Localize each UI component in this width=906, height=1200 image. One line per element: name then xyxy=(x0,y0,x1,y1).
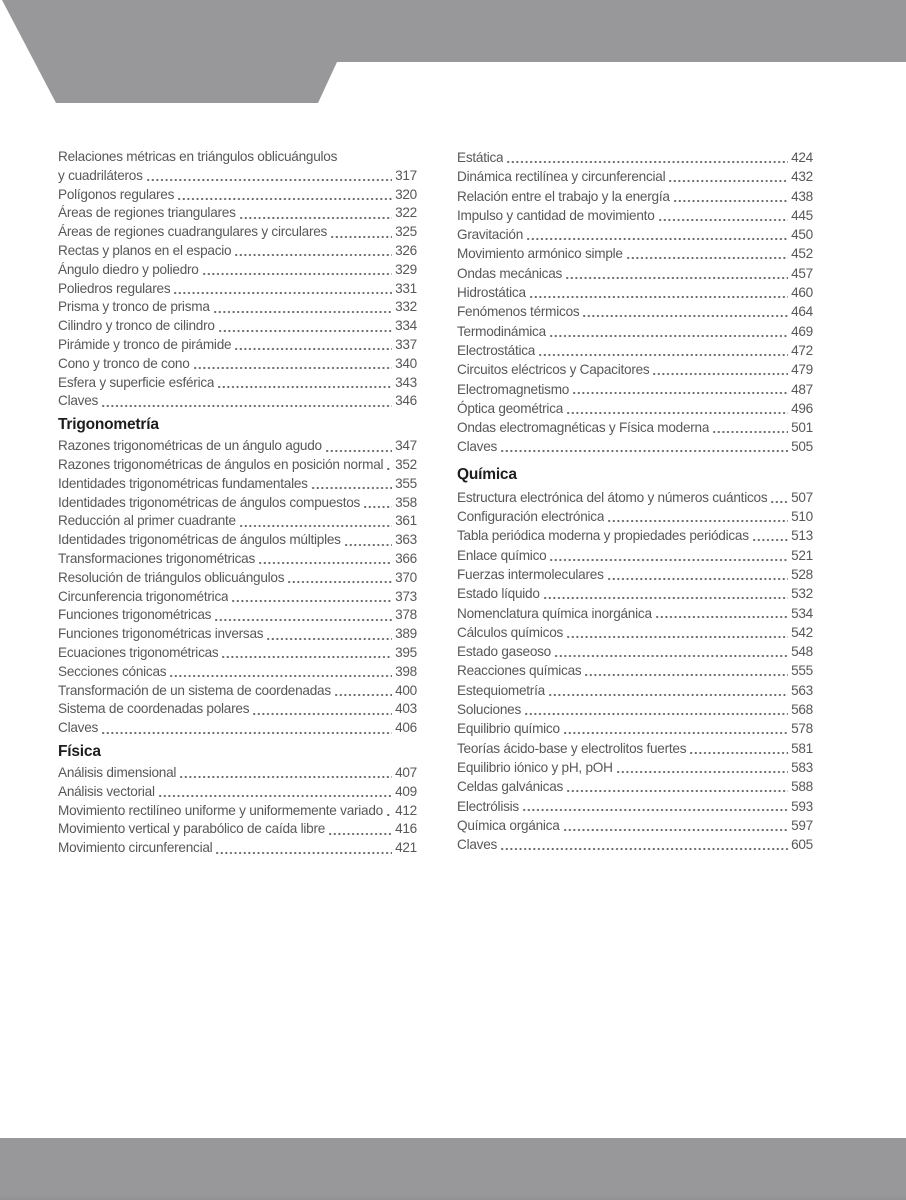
entry-label: Cálculos químicos xyxy=(457,624,564,640)
dot-leader xyxy=(253,700,392,719)
page-number: 487 xyxy=(791,381,813,397)
toc-entry xyxy=(457,565,813,584)
dot-leader xyxy=(387,802,392,821)
entry-label: Hidrostática xyxy=(457,285,526,301)
entry-label: Claves xyxy=(457,439,498,455)
page-number: 521 xyxy=(791,547,813,563)
toc-entry xyxy=(58,550,417,569)
entry-label: Fuerzas intermoleculares xyxy=(457,566,604,582)
entry-label: Electrostática xyxy=(457,342,536,358)
page-number: 432 xyxy=(791,169,813,185)
page-number: 534 xyxy=(791,605,813,621)
toc-entry xyxy=(457,681,813,700)
dot-leader xyxy=(387,456,392,475)
toc-entry xyxy=(58,167,417,186)
entry-label: Reacciones químicas xyxy=(457,663,582,679)
section-heading: Química xyxy=(457,465,517,483)
dot-leader xyxy=(753,526,788,545)
toc-column-left xyxy=(58,148,417,858)
toc-entry xyxy=(457,739,813,758)
toc-entry xyxy=(457,507,813,526)
page-number: 505 xyxy=(791,439,813,455)
page-number: 337 xyxy=(395,336,417,352)
page-number: 438 xyxy=(791,188,813,204)
dot-leader xyxy=(219,317,392,336)
toc-entry xyxy=(58,606,417,625)
toc-entry xyxy=(58,223,417,242)
page-number: 532 xyxy=(791,586,813,602)
toc-entry xyxy=(58,820,417,839)
page-number: 416 xyxy=(395,821,417,837)
toc-entry xyxy=(58,625,417,644)
toc-entry xyxy=(58,839,417,858)
page-number: 389 xyxy=(395,626,417,642)
dot-leader xyxy=(331,223,392,242)
page-number: 563 xyxy=(791,682,813,698)
dot-leader xyxy=(364,494,392,513)
entry-label: Circunferencia trigonométrica xyxy=(58,588,229,604)
toc-entry xyxy=(457,244,813,263)
dot-leader xyxy=(583,302,788,321)
dot-leader xyxy=(259,550,392,569)
toc-entry xyxy=(58,298,417,317)
dot-leader xyxy=(608,507,788,526)
entry-label: Funciones trigonométricas inversas xyxy=(58,626,264,642)
dot-leader xyxy=(180,764,392,783)
entry-label: Teorías ácido-base y electrolitos fuertes xyxy=(457,740,687,756)
entry-label: Identidades trigonométricas de ángulos múltiples xyxy=(58,532,341,548)
entry-label: Ondas electromagnéticas y Física moderna xyxy=(457,420,710,436)
entry-label: Configuración electrónica xyxy=(457,509,605,525)
page-number: 325 xyxy=(395,224,417,240)
entry-label: Prisma y tronco de prisma xyxy=(58,299,210,315)
dot-leader xyxy=(555,642,788,661)
toc-entry xyxy=(58,764,417,783)
page-number: 322 xyxy=(395,205,417,221)
toc-entry xyxy=(58,719,417,738)
dot-leader xyxy=(653,360,788,379)
dot-leader xyxy=(312,475,392,494)
toc-entry xyxy=(457,661,813,680)
toc-entry xyxy=(457,167,813,186)
dot-leader xyxy=(159,783,392,802)
page-number: 329 xyxy=(395,261,417,277)
toc-entry xyxy=(58,494,417,513)
toc-entry xyxy=(457,777,813,796)
page-number: 370 xyxy=(395,569,417,585)
dot-leader xyxy=(771,488,788,507)
dot-leader xyxy=(690,739,788,758)
entry-label: Reducción al primer cuadrante xyxy=(58,513,236,529)
toc-entry xyxy=(58,242,417,261)
page-number: 460 xyxy=(791,285,813,301)
dot-leader xyxy=(235,242,392,261)
entry-label: Movimiento circunferencial xyxy=(58,840,213,856)
entry-label: Estructura electrónica del átomo y números cuánticos xyxy=(457,489,768,505)
page-number: 464 xyxy=(791,304,813,320)
page-number: 403 xyxy=(395,701,417,717)
dot-leader xyxy=(656,604,788,623)
toc-entry xyxy=(58,374,417,393)
entry-label: y cuadriláteros xyxy=(58,167,143,183)
entry-label: Nomenclatura química inorgánica xyxy=(457,605,652,621)
dot-leader xyxy=(585,661,788,680)
entry-label: Ecuaciones trigonométricas xyxy=(58,644,219,660)
toc-entry xyxy=(58,569,417,588)
page-number: 513 xyxy=(791,528,813,544)
page-number: 412 xyxy=(395,802,417,818)
page-number: 366 xyxy=(395,550,417,566)
toc-entry xyxy=(457,584,813,603)
entry-label: Termodinámica xyxy=(457,323,546,339)
dot-leader xyxy=(215,606,392,625)
dot-leader xyxy=(659,206,789,225)
dot-leader xyxy=(267,625,392,644)
page-number: 409 xyxy=(395,783,417,799)
dot-leader xyxy=(216,839,392,858)
dot-leader xyxy=(326,437,392,456)
page-number: 501 xyxy=(791,420,813,436)
entry-label: Circuitos eléctricos y Capacitores xyxy=(457,362,650,378)
page-number: 355 xyxy=(395,475,417,491)
dot-leader xyxy=(335,682,392,701)
entry-label: Gravitación xyxy=(457,227,524,243)
toc-entry xyxy=(58,261,417,280)
entry-label: Relación entre el trabajo y la energía xyxy=(457,188,670,204)
page-number: 479 xyxy=(791,362,813,378)
entry-label: Polígonos regulares xyxy=(58,186,175,202)
dot-leader xyxy=(544,584,788,603)
page-number: 421 xyxy=(395,840,417,856)
toc-entry xyxy=(457,380,813,399)
dot-leader xyxy=(214,298,392,317)
page-number: 457 xyxy=(791,265,813,281)
page-number: 452 xyxy=(791,246,813,262)
dot-leader xyxy=(550,322,788,341)
entry-label: Identidades trigonométricas fundamentales xyxy=(58,475,308,491)
page-number: 496 xyxy=(791,400,813,416)
page-number: 581 xyxy=(791,740,813,756)
dot-leader xyxy=(525,700,788,719)
toc-entry xyxy=(58,531,417,550)
section-heading: Trigonometría xyxy=(58,416,159,434)
page-number: 472 xyxy=(791,342,813,358)
page-number: 510 xyxy=(791,509,813,525)
page-number: 373 xyxy=(395,588,417,604)
toc-entry xyxy=(457,816,813,835)
dot-leader xyxy=(573,380,788,399)
toc-entry xyxy=(58,783,417,802)
page-number: 395 xyxy=(395,644,417,660)
entry-label: Esfera y superficie esférica xyxy=(58,374,215,390)
entry-label: Estado gaseoso xyxy=(457,644,551,660)
toc-entry xyxy=(457,418,813,437)
toc-entry xyxy=(457,148,813,167)
entry-label: Cilindro y tronco de cilindro xyxy=(58,318,215,334)
dot-leader xyxy=(530,283,788,302)
toc-entry xyxy=(58,644,417,663)
dot-leader xyxy=(507,148,788,167)
entry-label: Análisis dimensional xyxy=(58,764,177,780)
page-number: 407 xyxy=(395,764,417,780)
toc-entry xyxy=(58,588,417,607)
dot-leader xyxy=(567,399,788,418)
page-number: 400 xyxy=(395,682,417,698)
entry-label: Tabla periódica moderna y propiedades periódicas xyxy=(457,528,749,544)
dot-leader xyxy=(627,244,788,263)
entry-label: Estado líquido xyxy=(457,586,540,602)
toc-entry xyxy=(457,719,813,738)
page-number: 583 xyxy=(791,759,813,775)
entry-label: Electrólisis xyxy=(457,798,519,814)
dot-leader xyxy=(203,261,392,280)
toc-entry xyxy=(457,341,813,360)
page-number: 578 xyxy=(791,721,813,737)
toc-entry xyxy=(457,264,813,283)
toc-entry xyxy=(58,475,417,494)
header-band-shape xyxy=(2,0,906,103)
dot-leader xyxy=(174,280,392,299)
section-heading: Física xyxy=(58,742,101,760)
dot-leader xyxy=(288,569,392,588)
toc-entry xyxy=(58,437,417,456)
page-number: 346 xyxy=(395,393,417,409)
entry-label: Ondas mecánicas xyxy=(457,265,563,281)
page-number: 469 xyxy=(791,323,813,339)
toc-entry xyxy=(457,758,813,777)
entry-label: Sistema de coordenadas polares xyxy=(58,701,250,717)
entry-label: Pirámide y tronco de pirámide xyxy=(58,336,232,352)
page-number: 542 xyxy=(791,624,813,640)
entry-label: Movimiento rectilíneo uniforme y uniformemente variado xyxy=(58,802,383,818)
dot-leader xyxy=(713,418,788,437)
page-number: 358 xyxy=(395,494,417,510)
toc-entry xyxy=(457,642,813,661)
dot-leader xyxy=(235,336,392,355)
dot-leader xyxy=(501,437,788,456)
entry-label: Movimiento armónico simple xyxy=(457,246,623,262)
toc-entry xyxy=(457,322,813,341)
toc-entry xyxy=(457,399,813,418)
toc-entry xyxy=(457,187,813,206)
toc-entry xyxy=(58,317,417,336)
entry-label: Áreas de regiones triangulares xyxy=(58,205,236,221)
entry-label: Enlace químico xyxy=(457,547,547,563)
page-number: 406 xyxy=(395,720,417,736)
toc-entry xyxy=(58,456,417,475)
dot-leader xyxy=(329,820,392,839)
toc-entry xyxy=(58,392,417,411)
toc-entry xyxy=(457,302,813,321)
dot-leader xyxy=(147,167,392,186)
page-number: 340 xyxy=(395,355,417,371)
dot-leader xyxy=(218,374,392,393)
entry-label: Estequiometría xyxy=(457,682,545,698)
toc-entry xyxy=(457,835,813,854)
entry-label: Óptica geométrica xyxy=(457,400,564,416)
page-number: 361 xyxy=(395,513,417,529)
page-number: 334 xyxy=(395,318,417,334)
entry-label: Movimiento vertical y parabólico de caída libre xyxy=(58,821,326,837)
toc-entry xyxy=(457,488,813,507)
header-band xyxy=(0,0,906,105)
entry-label: Razones trigonométricas de un ángulo agudo xyxy=(58,438,322,454)
entry-label: Secciones cónicas xyxy=(58,663,167,679)
page-number: 424 xyxy=(791,150,813,165)
page-number: 331 xyxy=(395,280,417,296)
entry-label: Celdas galvánicas xyxy=(457,779,564,795)
toc-entry xyxy=(58,186,417,205)
toc-entry xyxy=(457,797,813,816)
page-number: 445 xyxy=(791,207,813,223)
dot-leader xyxy=(608,565,788,584)
toc-entry xyxy=(457,526,813,545)
toc-entry xyxy=(457,283,813,302)
toc-entry xyxy=(457,360,813,379)
entry-label: Relaciones métricas en triángulos oblicuángulos xyxy=(58,149,338,164)
entry-label: Impulso y cantidad de movimiento xyxy=(457,207,655,223)
toc-column-right xyxy=(457,148,813,854)
toc-entry xyxy=(58,336,417,355)
dot-leader xyxy=(566,264,788,283)
dot-leader xyxy=(539,341,788,360)
page-number: 450 xyxy=(791,227,813,243)
entry-label: Claves xyxy=(58,393,99,409)
page-number: 528 xyxy=(791,566,813,582)
entry-label: Claves xyxy=(457,837,498,853)
page-number: 593 xyxy=(791,798,813,814)
entry-label: Claves xyxy=(58,720,99,736)
toc-entry xyxy=(457,206,813,225)
dot-leader xyxy=(178,186,392,205)
entry-label: Transformación de un sistema de coordenadas xyxy=(58,682,331,698)
toc-entry xyxy=(58,682,417,701)
page-number: 605 xyxy=(791,837,813,853)
dot-leader xyxy=(617,758,788,777)
entry-label: Química orgánica xyxy=(457,817,560,833)
entry-label: Estática xyxy=(457,150,504,165)
page-number: 363 xyxy=(395,532,417,548)
entry-label: Resolución de triángulos oblicuángulos xyxy=(58,569,285,585)
dot-leader xyxy=(564,719,788,738)
entry-label: Ángulo diedro y poliedro xyxy=(58,261,199,277)
entry-label: Electromagnetismo xyxy=(457,381,570,397)
page-number: 352 xyxy=(395,456,417,472)
entry-label: Análisis vectorial xyxy=(58,783,155,799)
page-number: 320 xyxy=(395,186,417,202)
dot-leader xyxy=(669,167,788,186)
page-number: 588 xyxy=(791,779,813,795)
entry-label: Áreas de regiones cuadrangulares y circulares xyxy=(58,224,328,240)
page-number: 568 xyxy=(791,702,813,718)
entry-label: Transformaciones trigonométricas xyxy=(58,550,255,566)
dot-leader xyxy=(550,546,788,565)
page-number: 597 xyxy=(791,817,813,833)
toc-entry xyxy=(457,225,813,244)
page-number: 378 xyxy=(395,607,417,623)
page-number: 332 xyxy=(395,299,417,315)
toc-entry xyxy=(457,623,813,642)
dot-leader xyxy=(523,797,788,816)
toc-entry xyxy=(58,204,417,223)
dot-leader xyxy=(345,531,392,550)
entry-label: Cono y tronco de cono xyxy=(58,355,190,371)
dot-leader xyxy=(240,204,392,223)
page-number: 548 xyxy=(791,644,813,660)
toc-entry xyxy=(58,663,417,682)
footer-band xyxy=(0,1138,906,1200)
dot-leader xyxy=(102,719,392,738)
dot-leader xyxy=(564,816,789,835)
toc-entry xyxy=(457,546,813,565)
dot-leader xyxy=(567,623,788,642)
dot-leader xyxy=(222,644,392,663)
dot-leader xyxy=(674,187,788,206)
toc-entry xyxy=(58,802,417,821)
dot-leader xyxy=(501,835,788,854)
dot-leader xyxy=(232,588,392,607)
toc-entry xyxy=(58,700,417,719)
page-number: 398 xyxy=(395,663,417,679)
dot-leader xyxy=(240,512,392,531)
toc-entry xyxy=(58,148,417,167)
page-number: 555 xyxy=(791,663,813,679)
toc-entry xyxy=(457,437,813,456)
entry-label: Soluciones xyxy=(457,702,522,718)
toc-entry xyxy=(457,700,813,719)
entry-label: Funciones trigonométricas xyxy=(58,607,212,623)
entry-label: Poliedros regulares xyxy=(58,280,171,296)
entry-label: Equilibrio iónico y pH, pOH xyxy=(457,759,613,775)
page-number: 343 xyxy=(395,374,417,390)
dot-leader xyxy=(194,355,393,374)
page-number: 507 xyxy=(791,489,813,505)
dot-leader xyxy=(170,663,392,682)
toc-entry xyxy=(457,604,813,623)
entry-label: Fenómenos térmicos xyxy=(457,304,580,320)
dot-leader xyxy=(567,777,788,796)
toc-entry xyxy=(58,355,417,374)
entry-label: Identidades trigonométricas de ángulos compuestos xyxy=(58,494,361,510)
dot-leader xyxy=(102,392,392,411)
entry-label: Rectas y planos en el espacio xyxy=(58,242,232,258)
entry-label: Dinámica rectilínea y circunferencial xyxy=(457,169,666,185)
toc-entry xyxy=(58,280,417,299)
toc-entry xyxy=(58,512,417,531)
dot-leader xyxy=(527,225,788,244)
entry-label: Razones trigonométricas de ángulos en posición normal xyxy=(58,456,384,472)
dot-leader xyxy=(549,681,788,700)
page-number: 317 xyxy=(395,167,417,183)
page-number: 347 xyxy=(395,438,417,454)
entry-label: Equilibrio químico xyxy=(457,721,560,737)
page-number: 326 xyxy=(395,242,417,258)
